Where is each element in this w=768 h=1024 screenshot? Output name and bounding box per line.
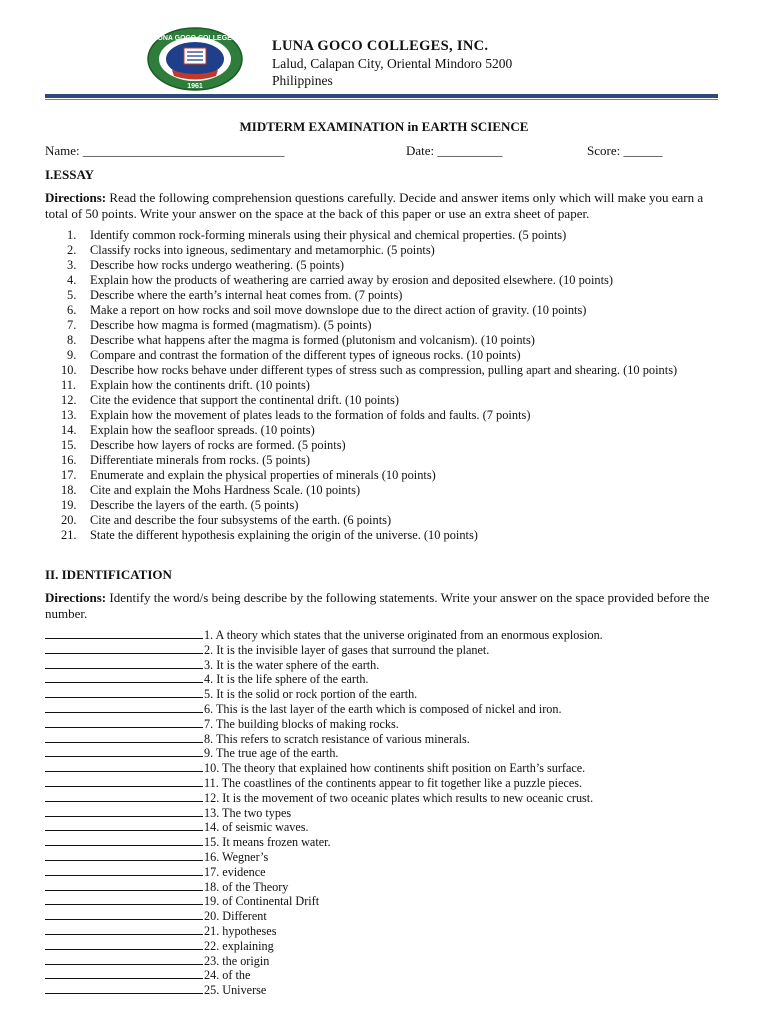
essay-question-text: Describe where the earth’s internal heat comes from. (7 points)	[90, 288, 403, 302]
essay-question-number: 8.	[67, 333, 77, 347]
identification-item	[45, 865, 725, 880]
essay-question	[45, 273, 725, 288]
essay-question-text: Describe what happens after the magma is formed (plutonism and volcanism). (10 points)	[90, 333, 535, 347]
answer-blank[interactable]	[45, 746, 203, 757]
identification-item	[45, 983, 725, 998]
essay-question	[45, 468, 725, 483]
essay-question-text: Enumerate and explain the physical properties of minerals (10 points)	[90, 468, 436, 482]
essay-question-list	[45, 228, 725, 543]
answer-blank[interactable]	[45, 968, 203, 979]
identification-item	[45, 746, 725, 761]
answer-blank[interactable]	[45, 909, 203, 920]
essay-question-number: 6.	[67, 303, 77, 317]
answer-blank[interactable]	[45, 776, 203, 787]
essay-question-text: Differentiate minerals from rocks. (5 points)	[90, 453, 310, 467]
answer-blank[interactable]	[45, 658, 203, 669]
identification-item	[45, 909, 725, 924]
identification-item	[45, 702, 725, 717]
essay-question	[45, 243, 725, 258]
identification-item-text: 5. It is the solid or rock portion of the earth.	[204, 687, 418, 702]
exam-title: MIDTERM EXAMINATION in EARTH SCIENCE	[239, 119, 529, 134]
essay-question	[45, 228, 725, 243]
identification-item-text: 1. A theory which states that the universe originated from an enormous explosion.	[204, 628, 603, 642]
identification-item-text: 7. The building blocks of making rocks.	[204, 716, 399, 731]
identification-item	[45, 732, 725, 747]
identification-item-text: 18. of the Theory	[204, 879, 289, 894]
essay-question-number: 4.	[67, 273, 77, 287]
identification-item	[45, 880, 725, 895]
header-rule-thin	[45, 99, 718, 100]
essay-question	[45, 288, 725, 303]
essay-question	[45, 528, 725, 543]
identification-item-text: 25. Universe	[204, 983, 267, 998]
identification-item-text: 17. evidence	[204, 864, 266, 879]
identification-item-text: 3. It is the water sphere of the earth.	[204, 657, 380, 672]
letterhead	[0, 0, 768, 100]
identification-item-text: 14. of seismic waves.	[204, 820, 309, 835]
answer-blank[interactable]	[45, 820, 203, 831]
essay-question-number: 2.	[67, 243, 77, 257]
identification-item-text: 2. It is the invisible layer of gases that surround the planet.	[204, 642, 490, 657]
essay-question-text: Cite and explain the Mohs Hardness Scale. (10 points)	[90, 483, 361, 497]
identification-item	[45, 939, 725, 954]
answer-blank[interactable]	[45, 643, 203, 654]
school-name: LUNA GOCO COLLEGES, INC.	[272, 38, 489, 54]
identification-directions-text: Identify the word/s being describe by the following statements. Write your answer on the space provided before the number.	[45, 590, 710, 621]
essay-directions-text: Read the following comprehension questions carefully. Decide and answer items only which will make you earn a total of 50 points. Write your answer on the space at the back of this paper or use an extra sheet of paper.	[45, 190, 704, 221]
essay-question-number: 7.	[67, 318, 77, 332]
essay-question-number: 15.	[61, 438, 77, 452]
seal-text: LUNA GOCO COLLEGES	[153, 35, 237, 42]
essay-question-text: Describe how layers of rocks are formed. (5 points)	[90, 438, 346, 452]
essay-question-number: 16.	[61, 453, 77, 467]
identification-item-list	[45, 628, 725, 998]
identification-item	[45, 894, 725, 909]
essay-question-number: 10.	[61, 363, 77, 377]
answer-blank[interactable]	[45, 894, 203, 905]
date-field[interactable]: Date: __________	[406, 143, 503, 158]
essay-question	[45, 393, 725, 408]
student-info-row	[45, 143, 725, 159]
essay-question	[45, 318, 725, 333]
seal-year: 1961	[187, 83, 203, 90]
identification-item-text: 16. Wegner’s	[204, 849, 269, 864]
school-country: Philippines	[272, 73, 333, 88]
essay-question	[45, 453, 725, 468]
answer-blank[interactable]	[45, 732, 203, 743]
identification-item-text: 13. The two types	[204, 805, 292, 820]
identification-item	[45, 924, 725, 939]
essay-question	[45, 378, 725, 393]
identification-item-text: 15. It means frozen water.	[204, 835, 331, 850]
identification-item	[45, 761, 725, 776]
essay-directions-label: Directions:	[45, 190, 107, 205]
college-seal-logo	[146, 26, 244, 92]
essay-question-number: 13.	[61, 408, 77, 422]
identification-item	[45, 628, 725, 643]
name-field[interactable]: Name: _______________________________	[45, 143, 285, 158]
identification-item	[45, 658, 725, 673]
identification-item	[45, 820, 725, 835]
essay-question-number: 12.	[61, 393, 77, 407]
essay-question-text: Describe how rocks behave under different types of stress such as compression, pulling apart and shearing. (10 points)	[90, 363, 678, 377]
identification-item	[45, 776, 725, 791]
essay-question-number: 3.	[67, 258, 77, 272]
answer-blank[interactable]	[45, 954, 203, 965]
answer-blank[interactable]	[45, 761, 203, 772]
answer-blank[interactable]	[45, 880, 203, 891]
essay-question-number: 1.	[67, 228, 77, 242]
identification-item-text: 19. of Continental Drift	[204, 894, 320, 909]
identification-item	[45, 968, 725, 983]
identification-heading: II. IDENTIFICATION	[45, 567, 172, 582]
answer-blank[interactable]	[45, 628, 203, 639]
identification-item-text: 22. explaining	[204, 938, 274, 953]
essay-question	[45, 258, 725, 273]
essay-question-number: 9.	[67, 348, 77, 362]
identification-item-text: 8. This refers to scratch resistance of various minerals.	[204, 731, 470, 746]
identification-item-text: 24. of the	[204, 968, 251, 983]
essay-directions	[45, 190, 725, 222]
answer-blank[interactable]	[45, 672, 203, 683]
essay-question	[45, 438, 725, 453]
essay-question-number: 17.	[61, 468, 77, 482]
identification-directions-label: Directions:	[45, 590, 107, 605]
essay-question	[45, 363, 725, 378]
answer-blank[interactable]	[45, 939, 203, 950]
essay-question-text: Explain how the products of weathering are carried away by erosion and deposited elsewhere. (10 points)	[90, 273, 613, 287]
identification-item	[45, 806, 725, 821]
score-field[interactable]: Score: ______	[587, 143, 663, 158]
identification-item	[45, 791, 725, 806]
identification-item-text: 20. Different	[204, 909, 267, 924]
identification-item	[45, 687, 725, 702]
essay-question-text: Describe how magma is formed (magmatism). (5 points)	[90, 318, 372, 332]
essay-question-text: Compare and contrast the formation of the different types of igneous rocks. (10 points)	[90, 348, 521, 362]
essay-question-text: Make a report on how rocks and soil move downslope due to the direct action of gravity. (10 points)	[90, 303, 587, 317]
essay-heading: I.ESSAY	[45, 167, 95, 182]
essay-question	[45, 498, 725, 513]
answer-blank[interactable]	[45, 791, 203, 802]
answer-blank[interactable]	[45, 702, 203, 713]
identification-item-text: 11. The coastlines of the continents appear to fit together like a puzzle pieces.	[204, 775, 583, 790]
answer-blank[interactable]	[45, 924, 203, 935]
school-address: Lalud, Calapan City, Oriental Mindoro 5200	[272, 56, 513, 71]
essay-question-number: 11.	[61, 378, 77, 392]
essay-question-text: Identify common rock-forming minerals using their physical and chemical properties. (5 points)	[90, 228, 567, 242]
identification-item-text: 6. This is the last layer of the earth which is composed of nickel and iron.	[204, 701, 562, 716]
essay-question-number: 5.	[67, 288, 77, 302]
answer-blank[interactable]	[45, 865, 203, 876]
essay-question-text: Describe how rocks undergo weathering. (5 points)	[90, 258, 345, 272]
identification-item	[45, 643, 725, 658]
essay-question-text: State the different hypothesis explaining the origin of the universe. (10 points)	[90, 528, 478, 542]
identification-item-text: 4. It is the life sphere of the earth.	[204, 672, 369, 687]
identification-item-text: 10. The theory that explained how continents shift position on Earth’s surface.	[204, 761, 586, 776]
essay-question-text: Explain how the continents drift. (10 points)	[90, 378, 310, 392]
identification-item-text: 23. the origin	[204, 953, 270, 968]
essay-question	[45, 483, 725, 498]
identification-item	[45, 672, 725, 687]
essay-question-text: Explain how the movement of plates leads to the formation of folds and faults. (7 points)	[90, 408, 531, 422]
essay-question-number: 19.	[61, 498, 77, 512]
identification-directions	[45, 590, 725, 622]
essay-question	[45, 333, 725, 348]
essay-question	[45, 423, 725, 438]
essay-question-text: Classify rocks into igneous, sedimentary and metamorphic. (5 points)	[90, 243, 435, 257]
essay-question	[45, 303, 725, 318]
essay-question	[45, 348, 725, 363]
identification-item-text: 21. hypotheses	[204, 923, 277, 938]
answer-blank[interactable]	[45, 983, 203, 994]
essay-question-text: Describe the layers of the earth. (5 points)	[90, 498, 299, 512]
answer-blank[interactable]	[45, 806, 203, 817]
essay-question-text: Explain how the seafloor spreads. (10 points)	[90, 423, 315, 437]
identification-item	[45, 717, 725, 732]
header-rule	[45, 94, 718, 98]
answer-blank[interactable]	[45, 835, 203, 846]
essay-question-number: 14.	[61, 423, 77, 437]
essay-question-number: 20.	[61, 513, 77, 527]
school-info	[272, 38, 512, 89]
answer-blank[interactable]	[45, 687, 203, 698]
identification-item-text: 9. The true age of the earth.	[204, 746, 339, 761]
essay-question-number: 18.	[61, 483, 77, 497]
essay-question	[45, 513, 725, 528]
essay-question-text: Cite and describe the four subsystems of the earth. (6 points)	[90, 513, 392, 527]
identification-item-text: 12. It is the movement of two oceanic plates which results to new oceanic crust.	[204, 790, 594, 805]
identification-item	[45, 835, 725, 850]
answer-blank[interactable]	[45, 850, 203, 861]
essay-question-text: Cite the evidence that support the continental drift. (10 points)	[90, 393, 399, 407]
identification-item	[45, 850, 725, 865]
essay-question-number: 21.	[61, 528, 77, 542]
answer-blank[interactable]	[45, 717, 203, 728]
essay-question	[45, 408, 725, 423]
identification-item	[45, 954, 725, 969]
